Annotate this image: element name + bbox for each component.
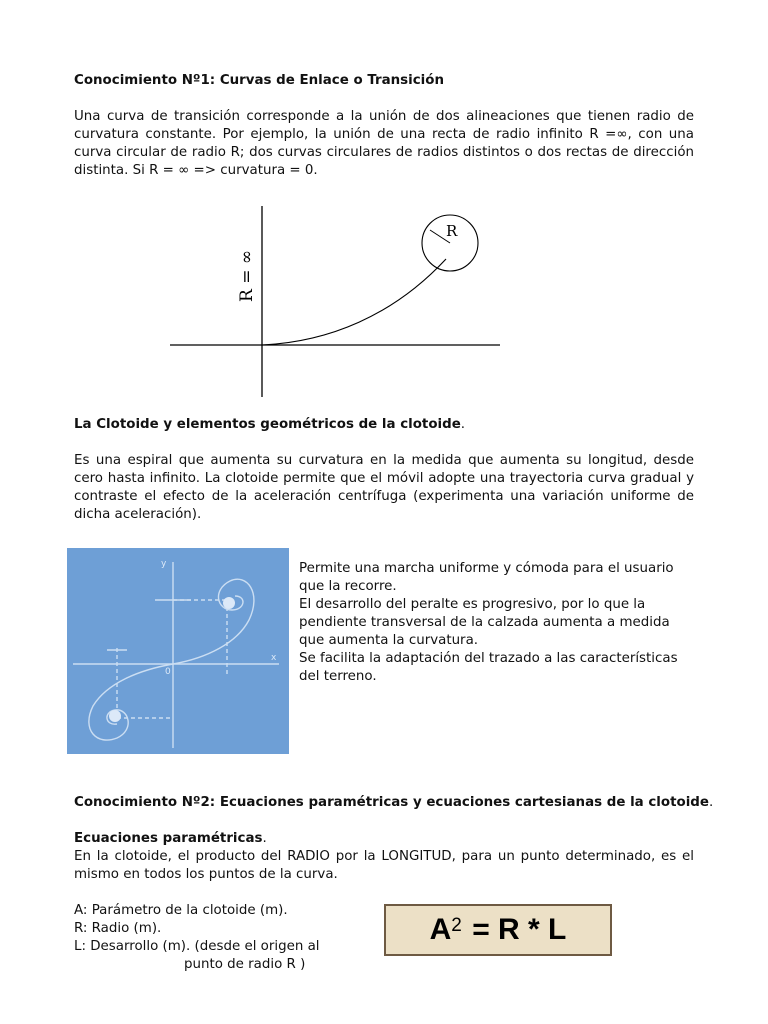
section2-body bbox=[74, 452, 694, 524]
section1-title bbox=[74, 72, 694, 90]
definition-item: L: Desarrollo (m). (desde el origen al bbox=[74, 939, 320, 954]
infinite-radius-label: R = ∞ bbox=[237, 249, 257, 302]
benefit-item: El desarrollo del peralte es progresivo, por lo que la pendiente transversal de la calzada aumenta a medida que aumenta la curvatura. bbox=[299, 597, 670, 648]
definition-item: R: Radio (m). bbox=[74, 921, 162, 936]
clothoid-benefits bbox=[299, 560, 699, 686]
transition-curve bbox=[262, 259, 446, 345]
x-axis-label: x bbox=[271, 653, 277, 663]
definition-item: A: Parámetro de la clotoide (m). bbox=[74, 903, 288, 918]
formula-base: A bbox=[429, 913, 452, 946]
section3-title-label: Conocimiento Nº2 bbox=[74, 795, 210, 810]
section3-subtitle-text: Ecuaciones paramétricas bbox=[74, 831, 263, 846]
benefit-item: Permite una marcha uniforme y cómoda para el usuario que la recorre. bbox=[299, 561, 674, 594]
section3-subtitle bbox=[74, 830, 694, 848]
clothoid-formula bbox=[384, 904, 612, 956]
section3-title bbox=[74, 794, 714, 812]
section3-title-suffix: . bbox=[708, 795, 714, 810]
transition-curve-figure bbox=[168, 204, 504, 400]
section1-title-label: Conocimiento Nº1 bbox=[74, 73, 210, 88]
section1-title-text: : Curvas de Enlace o Transición bbox=[209, 73, 445, 88]
section3-subtitle-suffix: . bbox=[262, 831, 267, 846]
section3-body bbox=[74, 848, 694, 884]
benefit-item: Se facilita la adaptación del trazado a las características del terreno. bbox=[299, 651, 678, 684]
parameter-definitions bbox=[74, 902, 374, 974]
circle-radius-label: R bbox=[446, 222, 458, 240]
lower-center-mark bbox=[109, 710, 121, 722]
section2-title-suffix: . bbox=[460, 417, 466, 432]
upper-center-mark bbox=[223, 597, 235, 609]
section2-paragraph: Es una espiral que aumenta su curvatura en la medida que aumenta su longitud, desde cero hasta infinito. La clotoide permite que el móvil adopte una trayectoria curva gradual y contraste el efecto de la aceleración centrífuga (experimenta una variación uniforme de dicha aceleración). bbox=[74, 453, 694, 522]
formula-exponent: 2 bbox=[451, 915, 462, 936]
definition-continuation: punto de radio R ) bbox=[184, 957, 306, 972]
section2-title-text: La Clotoide y elementos geométricos de la clotoide bbox=[74, 417, 461, 432]
clothoid-image bbox=[67, 548, 289, 754]
formula-rest: = R * L bbox=[463, 913, 567, 946]
section1-paragraph: Una curva de transición corresponde a la unión de dos alineaciones que tienen radio de curvatura constante. Por ejemplo, la unión de una recta de radio infinito R =∞, con una curva circular de radio R; dos curvas circulares de radios distintos o dos rectas de dirección distinta. Si R = ∞ => curvatura = 0. bbox=[74, 109, 694, 178]
section2-title bbox=[74, 416, 694, 434]
section3-title-text: : Ecuaciones paramétricas y ecuaciones cartesianas de la clotoide bbox=[209, 795, 709, 810]
y-axis-label: y bbox=[161, 559, 167, 569]
section3-paragraph: En la clotoide, el producto del RADIO por la LONGITUD, para un punto determinado, es el mismo en todos los puntos de la curva. bbox=[74, 849, 694, 882]
origin-label: 0 bbox=[165, 667, 171, 677]
section1-body bbox=[74, 108, 694, 180]
